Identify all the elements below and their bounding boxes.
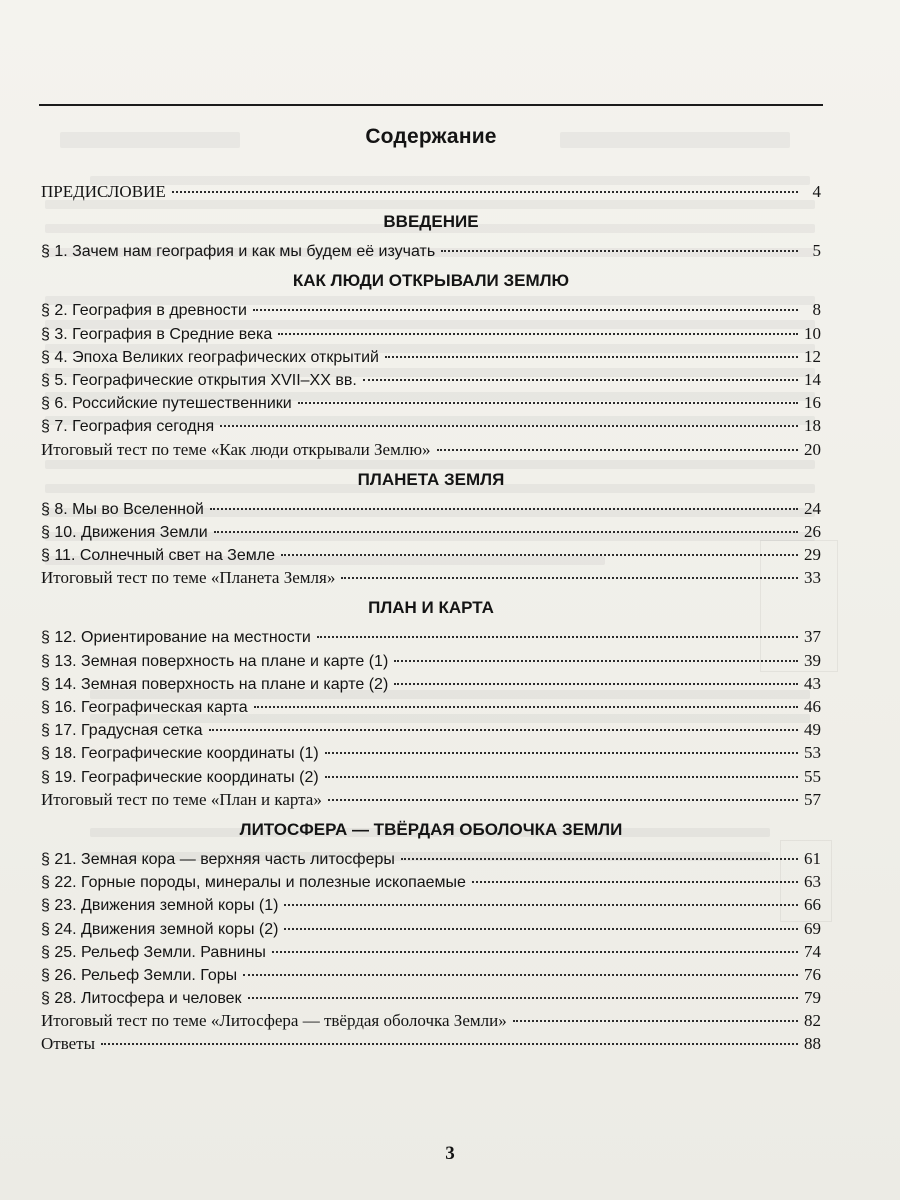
entry-page-number: 66 xyxy=(804,895,821,915)
dot-leader xyxy=(272,951,798,953)
entry-title: § 26. Рельеф Земли. Горы xyxy=(41,966,238,984)
toc-entry[interactable] xyxy=(41,893,821,916)
entry-page-number: 5 xyxy=(812,241,821,261)
dot-leader xyxy=(317,636,798,638)
toc-entry[interactable] xyxy=(41,322,821,345)
entry-title: § 14. Земная поверхность на плане и карте (2) xyxy=(41,675,389,693)
toc-section xyxy=(41,465,821,590)
toc-entry[interactable] xyxy=(41,718,821,741)
toc-entry[interactable] xyxy=(41,368,821,391)
header-rule xyxy=(39,104,823,106)
section-heading: ПЛАНЕТА ЗЕМЛЯ xyxy=(357,469,505,489)
dot-leader xyxy=(254,706,798,708)
toc-entry[interactable] xyxy=(41,788,821,811)
dot-leader xyxy=(210,508,798,510)
toc-entry[interactable] xyxy=(41,414,821,437)
entry-title: § 12. Ориентирование на местности xyxy=(41,629,311,647)
entry-page-number: 18 xyxy=(804,416,821,436)
toc-entry[interactable] xyxy=(41,298,821,321)
section-heading: ВВЕДЕНИЕ xyxy=(383,212,479,232)
toc-entry[interactable] xyxy=(41,438,821,461)
toc-entry[interactable] xyxy=(41,986,821,1009)
entry-title: § 1. Зачем нам география и как мы будем её изучать xyxy=(41,243,436,261)
entry-page-number: 8 xyxy=(812,300,821,320)
dot-leader xyxy=(284,904,798,906)
entry-title: § 18. Географические координаты (1) xyxy=(41,745,319,763)
entry-title: § 25. Рельеф Земли. Равнины xyxy=(41,943,266,961)
toc-entry[interactable] xyxy=(41,940,821,963)
toc-entry[interactable] xyxy=(41,543,821,566)
entry-title: § 17. Градусная сетка xyxy=(41,722,203,740)
dot-leader xyxy=(394,660,798,662)
entry-title: Ответы xyxy=(41,1034,96,1054)
entry-page-number: 82 xyxy=(804,1011,821,1031)
entry-title: Итоговый тест по теме «Литосфера — твёрдая оболочка Земли» xyxy=(41,1011,507,1031)
dot-leader xyxy=(281,554,798,556)
toc-entry[interactable] xyxy=(41,870,821,893)
entry-page-number: 39 xyxy=(804,650,821,670)
entry-page-number: 74 xyxy=(804,941,821,961)
dot-leader xyxy=(243,974,798,976)
dot-leader xyxy=(298,402,798,404)
entry-title: § 11. Солнечный свет на Земле xyxy=(41,547,275,565)
toc-entry[interactable] xyxy=(41,1009,821,1032)
dot-leader xyxy=(214,531,798,533)
dot-leader xyxy=(253,309,798,311)
entry-page-number: 55 xyxy=(804,766,821,786)
entry-title: § 13. Земная поверхность на плане и карте (1) xyxy=(41,652,389,670)
dot-leader xyxy=(385,356,798,358)
dot-leader xyxy=(437,449,798,451)
toc-section xyxy=(41,593,821,811)
toc-entry[interactable] xyxy=(41,672,821,695)
entry-title: § 10. Движения Земли xyxy=(41,523,208,541)
entry-title: § 23. Движения земной коры (1) xyxy=(41,897,279,915)
dot-leader xyxy=(220,425,798,427)
dot-leader xyxy=(172,191,798,193)
dot-leader xyxy=(325,752,798,754)
section-heading: ПЛАН И КАРТА xyxy=(368,598,494,618)
entry-title: § 16. Географическая карта xyxy=(41,699,248,716)
toc-entry[interactable] xyxy=(41,649,821,672)
toc-entry[interactable] xyxy=(41,180,821,203)
dot-leader xyxy=(472,881,798,883)
entry-page-number: 10 xyxy=(804,323,821,343)
toc-entry[interactable] xyxy=(41,917,821,940)
toc-entry[interactable] xyxy=(41,695,821,718)
toc-section xyxy=(41,266,821,460)
entry-title: § 6. Российские путешественники xyxy=(41,395,292,413)
dot-leader xyxy=(394,683,798,685)
toc-sections xyxy=(41,180,821,1056)
dot-leader xyxy=(248,997,798,999)
toc-entry[interactable] xyxy=(41,625,821,648)
entry-page-number: 20 xyxy=(804,439,821,459)
dot-leader xyxy=(363,379,798,381)
section-heading: КАК ЛЮДИ ОТКРЫВАЛИ ЗЕМЛЮ xyxy=(292,271,570,291)
toc-entry[interactable] xyxy=(41,963,821,986)
toc-entry[interactable] xyxy=(41,847,821,870)
entry-page-number: 14 xyxy=(804,369,821,389)
dot-leader xyxy=(284,928,798,930)
entry-page-number: 69 xyxy=(804,918,821,938)
toc-entry[interactable] xyxy=(41,566,821,589)
entry-page-number: 26 xyxy=(804,521,821,541)
toc-entry[interactable] xyxy=(41,765,821,788)
entry-title: Итоговый тест по теме «Как люди открывали Землю» xyxy=(41,439,431,459)
toc-entry[interactable] xyxy=(41,239,821,262)
toc-entry[interactable] xyxy=(41,497,821,520)
toc-section xyxy=(41,180,821,203)
entry-title: § 5. Географические открытия XVII–XX вв. xyxy=(41,371,357,389)
section-heading: ЛИТОСФЕРА — ТВЁРДАЯ ОБОЛОЧКА ЗЕМЛИ xyxy=(239,819,623,839)
table-of-contents xyxy=(41,118,821,1056)
entry-title: § 2. География в древности xyxy=(41,302,247,320)
entry-title: § 8. Мы во Вселенной xyxy=(41,500,204,518)
entry-page-number: 12 xyxy=(804,346,821,366)
page-number: 3 xyxy=(445,1143,455,1164)
entry-title: § 21. Земная кора — верхняя часть литосферы xyxy=(41,850,395,868)
entry-title: § 4. Эпоха Великих географических открытий xyxy=(41,348,379,366)
toc-section xyxy=(41,815,821,1056)
entry-title: § 19. Географические координаты (2) xyxy=(41,768,319,786)
page-title: Содержание xyxy=(365,125,497,148)
entry-page-number: 53 xyxy=(804,743,821,763)
dot-leader xyxy=(341,577,798,579)
toc-entry[interactable] xyxy=(41,1032,821,1055)
entry-title: § 24. Движения земной коры (2) xyxy=(41,920,279,938)
entry-title: § 22. Горные породы, минералы и полезные ископаемые xyxy=(41,874,466,892)
entry-page-number: 24 xyxy=(804,498,821,518)
entry-page-number: 63 xyxy=(804,872,821,892)
toc-entry[interactable] xyxy=(41,391,821,414)
dot-leader xyxy=(209,729,798,731)
entry-title: Итоговый тест по теме «Планета Земля» xyxy=(41,568,336,588)
entry-title: Итоговый тест по теме «План и карта» xyxy=(41,789,322,809)
toc-entry[interactable] xyxy=(41,520,821,543)
entry-page-number: 33 xyxy=(804,568,821,588)
entry-page-number: 76 xyxy=(804,964,821,984)
dot-leader xyxy=(101,1043,798,1045)
entry-page-number: 61 xyxy=(804,848,821,868)
toc-entry[interactable] xyxy=(41,345,821,368)
dot-leader xyxy=(401,858,798,860)
entry-title: ПРЕДИСЛОВИЕ xyxy=(41,182,166,201)
entry-page-number: 16 xyxy=(804,393,821,413)
dot-leader xyxy=(328,799,798,801)
entry-page-number: 79 xyxy=(804,988,821,1008)
dot-leader xyxy=(513,1020,798,1022)
dot-leader xyxy=(325,776,798,778)
dot-leader xyxy=(441,250,798,252)
toc-entry[interactable] xyxy=(41,741,821,764)
entry-title: § 28. Литосфера и человек xyxy=(41,990,242,1008)
toc-section xyxy=(41,207,821,262)
entry-title: § 7. География сегодня xyxy=(41,418,215,436)
entry-page-number: 46 xyxy=(804,697,821,716)
entry-page-number: 57 xyxy=(804,789,821,809)
entry-page-number: 29 xyxy=(804,545,821,565)
dot-leader xyxy=(278,333,798,335)
entry-page-number: 43 xyxy=(804,673,821,693)
entry-page-number: 37 xyxy=(804,627,821,647)
entry-title: § 3. География в Средние века xyxy=(41,325,273,343)
entry-page-number: 4 xyxy=(812,182,821,201)
entry-page-number: 88 xyxy=(804,1034,821,1054)
entry-page-number: 49 xyxy=(804,720,821,740)
